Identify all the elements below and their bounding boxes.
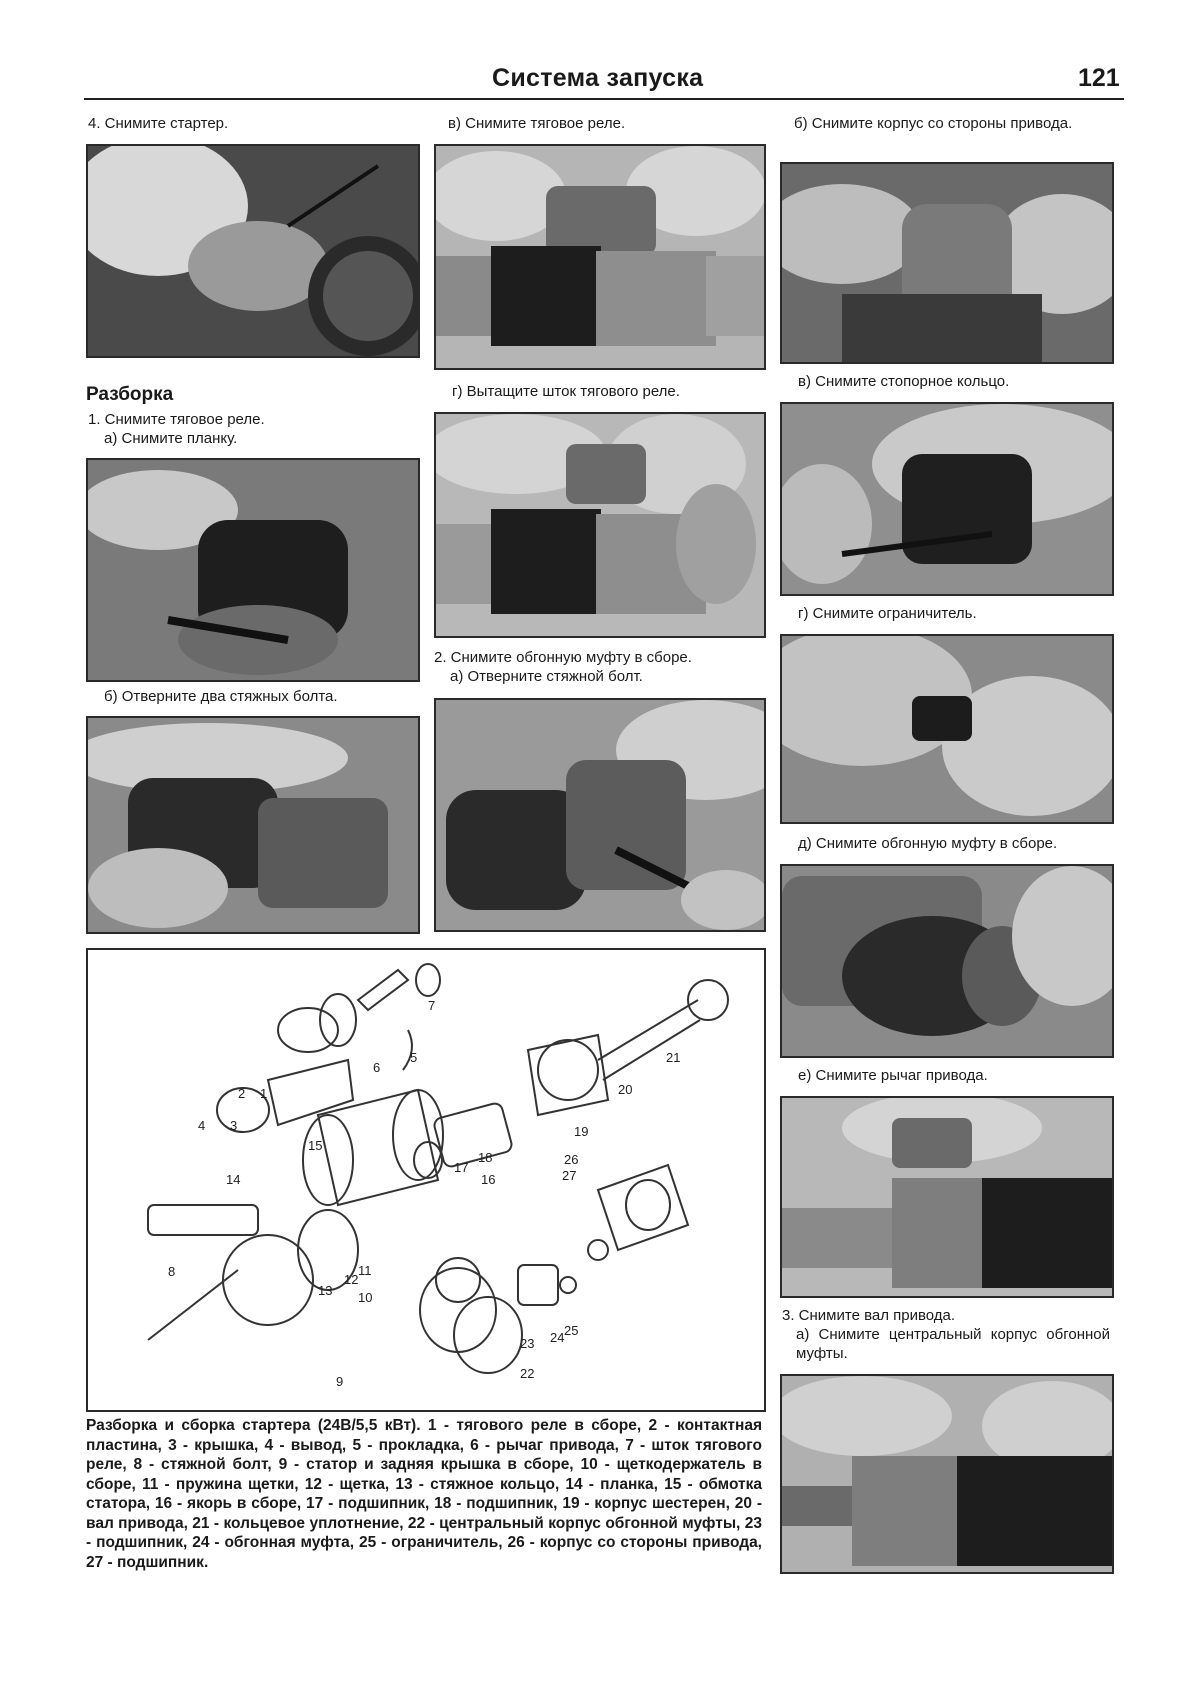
photo-relay-rod — [434, 412, 766, 638]
diagram-label-16: 16 — [481, 1172, 496, 1187]
diagram-label-24: 24 — [550, 1330, 565, 1345]
diagram-label-2: 2 — [238, 1086, 246, 1101]
diagram-label-13: 13 — [318, 1283, 333, 1298]
diagram-label-3: 3 — [230, 1118, 238, 1133]
heading-disassembly: Разборка — [86, 384, 174, 405]
diagram-label-10: 10 — [358, 1290, 373, 1305]
photo-drive-lever — [780, 1096, 1114, 1298]
photo-stopper — [780, 634, 1114, 824]
photo-remove-starter — [86, 144, 420, 358]
diagram-label-5: 5 — [410, 1050, 418, 1065]
photo-tie-bolts — [86, 716, 420, 934]
diagram-label-26: 26 — [564, 1152, 579, 1167]
caption-step2: 2. Снимите обгонную муфту в сборе. — [434, 649, 692, 666]
diagram-label-6: 6 — [373, 1060, 381, 1075]
photo-clamp-bolt — [434, 698, 766, 932]
diagram-label-11: 11 — [358, 1263, 372, 1278]
page-number: 121 — [1078, 64, 1120, 92]
caption-step3: 3. Снимите вал привода. — [782, 1307, 956, 1324]
caption-step2b: б) Снимите корпус со стороны привода. — [794, 115, 1073, 132]
diagram-label-23: 23 — [520, 1336, 535, 1351]
photo-center-housing — [780, 1374, 1114, 1574]
caption-step1a: а) Снимите планку. — [104, 430, 238, 447]
caption-step3a: а) Снимите центральный корпус обгонной муфты. — [796, 1326, 1110, 1362]
section-title: Система запуска — [492, 64, 704, 92]
header-rule — [84, 98, 1124, 100]
diagram-label-4: 4 — [198, 1118, 206, 1133]
caption-step1g: г) Вытащите шток тягового реле. — [452, 383, 680, 400]
caption-step2g: г) Снимите ограничитель. — [798, 605, 977, 622]
diagram-label-22: 22 — [520, 1366, 535, 1381]
diagram-label-15: 15 — [308, 1138, 323, 1153]
caption-step2e: е) Снимите рычаг привода. — [798, 1067, 988, 1084]
photo-remove-relay — [434, 144, 766, 370]
diagram-label-25: 25 — [564, 1323, 579, 1338]
diagram-label-19: 19 — [574, 1124, 589, 1139]
photo-drive-housing — [780, 162, 1114, 364]
caption-step1v: в) Снимите тяговое реле. — [448, 115, 626, 132]
diagram-label-14: 14 — [226, 1172, 241, 1187]
starter-exploded-drawing — [88, 950, 764, 1410]
caption-step1b: б) Отверните два стяжных болта. — [104, 688, 338, 705]
diagram-label-27: 27 — [562, 1168, 577, 1183]
caption-step4: 4. Снимите стартер. — [88, 115, 229, 132]
caption-step2a: а) Отверните стяжной болт. — [450, 668, 643, 685]
diagram-label-8: 8 — [168, 1264, 176, 1279]
exploded-view-diagram — [86, 948, 766, 1412]
diagram-label-18: 18 — [478, 1150, 493, 1165]
photo-remove-plate — [86, 458, 420, 682]
diagram-legend: Разборка и сборка стартера (24В/5,5 кВт). 1 - тягового реле в сборе, 2 - контактная пластина, 3 - крышка, 4 - вывод, 5 - прокладка, 6 - рычаг привода, 7 - шток тягового реле, 8 - стяжной болт, 9 - статор и задняя крышка в сборе, 10 - щеткодержатель в сборе, 11 - пружина щетки, 12 - щетка, 13 - стяжное кольцо, 14 - планка, 15 - обмотка статора, 16 - якорь в сборе, 17 - подшипник, 18 - подшипник, 19 - корпус шестерен, 20 - вал привода, 21 - кольцевое уплотнение, 22 - центральный корпус обгонной муфты, 23 - подшипник, 24 - обгонная муфта, 25 - ограничитель, 26 - корпус со стороны привода, 27 - подшипник. — [86, 1417, 762, 1571]
photo-overrunning-clutch — [780, 864, 1114, 1058]
caption-step2v: в) Снимите стопорное кольцо. — [798, 373, 1010, 390]
caption-step1: 1. Снимите тяговое реле. — [88, 411, 265, 428]
diagram-label-7: 7 — [428, 998, 436, 1013]
diagram-label-17: 17 — [454, 1160, 469, 1175]
diagram-label-1: 1 — [260, 1086, 268, 1101]
photo-snap-ring — [780, 402, 1114, 596]
diagram-label-20: 20 — [618, 1082, 633, 1097]
caption-step2d: д) Снимите обгонную муфту в сборе. — [798, 835, 1058, 852]
diagram-label-21: 21 — [666, 1050, 681, 1065]
diagram-label-9: 9 — [336, 1374, 344, 1389]
diagram-label-12: 12 — [344, 1272, 359, 1287]
